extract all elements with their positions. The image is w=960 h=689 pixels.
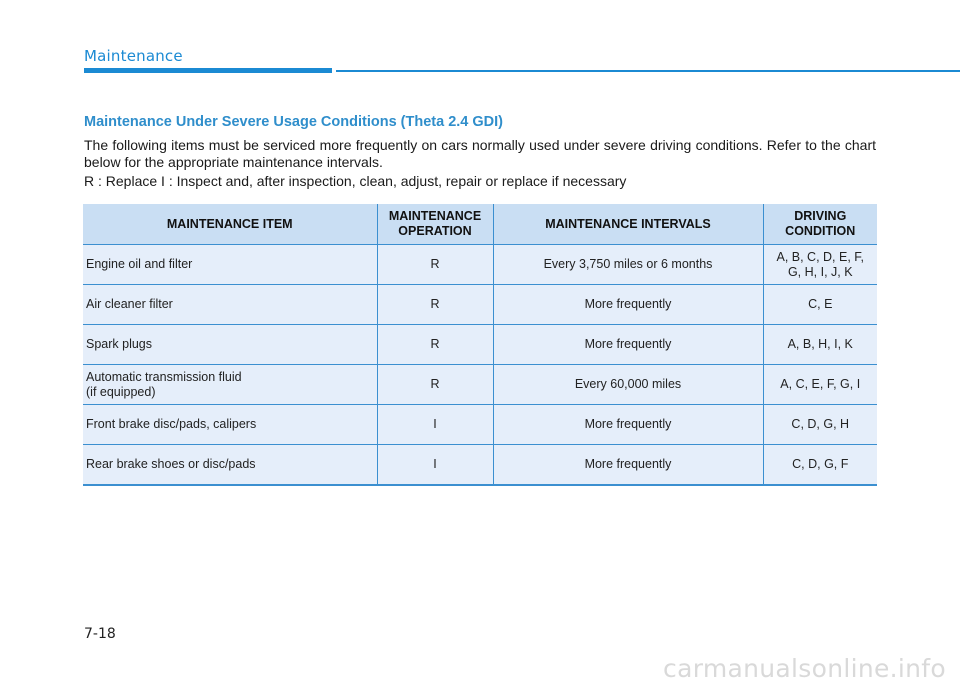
table-row xyxy=(83,245,877,285)
intro-paragraph: The following items must be serviced more frequently on cars normally used under severe driving conditions. Refer to the chart below for the appropriate maintenance intervals. xyxy=(84,137,876,170)
operation-legend: R : Replace I : Inspect and, after inspection, clean, adjust, repair or replace if necessary xyxy=(84,173,627,189)
cell-interval: Every 3,750 miles or 6 months xyxy=(493,245,763,285)
header-rule-thin xyxy=(336,70,960,72)
cell-condition: A, C, E, F, G, I xyxy=(763,365,877,405)
cell-condition: C, D, G, F xyxy=(763,445,877,486)
cell-interval: More frequently xyxy=(493,445,763,486)
header-maintenance-intervals: MAINTENANCE INTERVALS xyxy=(493,204,763,245)
page-number: 7-18 xyxy=(84,626,116,642)
page-title: Maintenance Under Severe Usage Conditions (Theta 2.4 GDI) xyxy=(84,114,503,130)
cell-condition: C, E xyxy=(763,285,877,325)
cell-operation: I xyxy=(377,445,493,486)
cell-condition: A, B, C, D, E, F, G, H, I, J, K xyxy=(763,245,877,285)
maintenance-table xyxy=(83,204,877,486)
section-header-title: Maintenance xyxy=(84,47,183,65)
table-row xyxy=(83,445,877,486)
cell-item: Air cleaner filter xyxy=(83,285,377,325)
table-row xyxy=(83,405,877,445)
table-row xyxy=(83,365,877,405)
watermark-text: carmanualsonline.info xyxy=(663,654,946,683)
cell-condition: A, B, H, I, K xyxy=(763,325,877,365)
header-maintenance-item: MAINTENANCE ITEM xyxy=(83,204,377,245)
header-driving-condition: DRIVING CONDITION xyxy=(763,204,877,245)
cell-item: Spark plugs xyxy=(83,325,377,365)
table-row xyxy=(83,325,877,365)
cell-operation: R xyxy=(377,325,493,365)
table-header-row xyxy=(83,204,877,245)
cell-operation: R xyxy=(377,285,493,325)
cell-operation: I xyxy=(377,405,493,445)
cell-interval: More frequently xyxy=(493,325,763,365)
header-maintenance-operation: MAINTENANCE OPERATION xyxy=(377,204,493,245)
cell-item: Automatic transmission fluid (if equipped) xyxy=(83,365,377,405)
cell-condition: C, D, G, H xyxy=(763,405,877,445)
cell-item: Rear brake shoes or disc/pads xyxy=(83,445,377,486)
cell-interval: More frequently xyxy=(493,405,763,445)
cell-operation: R xyxy=(377,365,493,405)
cell-item: Engine oil and filter xyxy=(83,245,377,285)
cell-operation: R xyxy=(377,245,493,285)
header-rule-thick xyxy=(84,68,332,73)
cell-item: Front brake disc/pads, calipers xyxy=(83,405,377,445)
cell-interval: Every 60,000 miles xyxy=(493,365,763,405)
cell-interval: More frequently xyxy=(493,285,763,325)
table-row xyxy=(83,285,877,325)
